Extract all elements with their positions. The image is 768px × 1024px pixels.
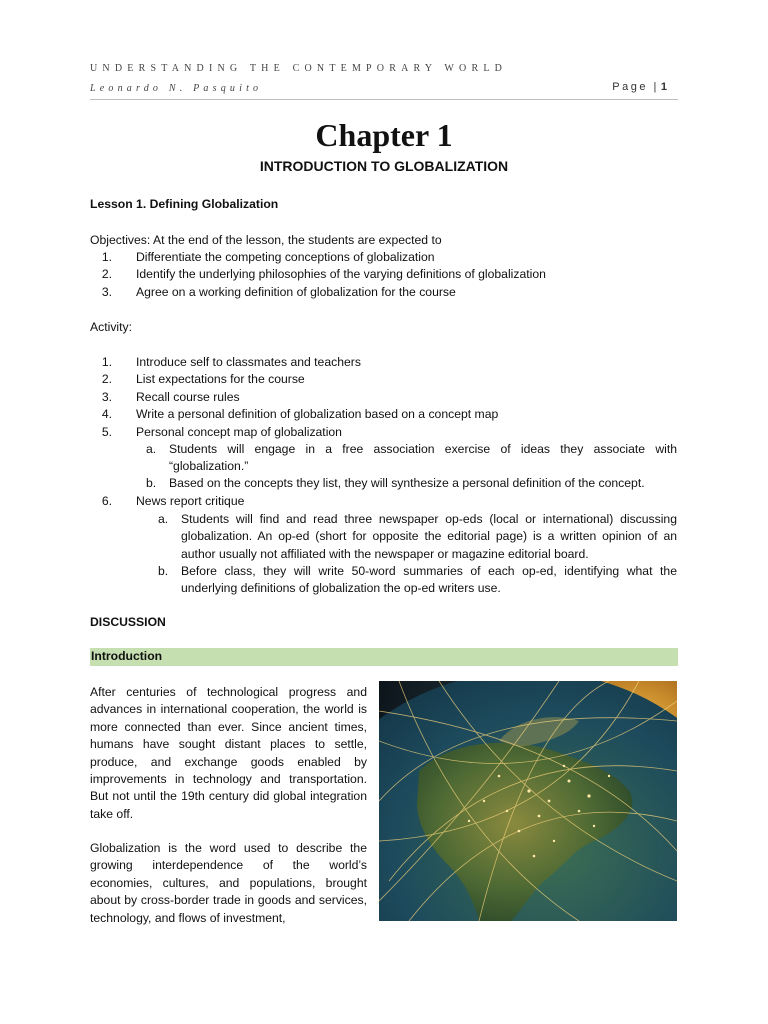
list-item: 3. Recall course rules <box>101 389 240 404</box>
list-item: Before class, they will write 50-word summaries of each op-ed, identifying what the underlying definitions of globalization the op-ed writers use. <box>181 564 677 596</box>
list-number: 6. <box>101 494 112 508</box>
sub-letter-b: b. <box>158 564 169 578</box>
page-number: 1 <box>660 81 667 93</box>
list-item: News report critique <box>136 494 245 508</box>
activity-label: Activity: <box>90 320 132 334</box>
list-item: 3. Agree on a working definition of globalization for the course <box>101 284 456 299</box>
list-item: 2. List expectations for the course <box>101 372 305 387</box>
list-item: 1. Introduce self to classmates and teachers <box>101 355 361 369</box>
header-course-title: UNDERSTANDING THE CONTEMPORARY WORLD <box>90 63 508 74</box>
chapter-title: Chapter 1 <box>315 117 453 153</box>
header-author: Leonardo N. Pasquito <box>90 83 263 94</box>
page-label: Page | <box>612 81 659 93</box>
header-rule <box>90 99 678 100</box>
sub-letter-a: a. <box>146 442 157 456</box>
objectives-intro: Objectives: At the end of the lesson, the students are expected to <box>90 233 442 247</box>
paragraph-1: After centuries of technological progress and advances in international cooperation, the world is more connected than ever. Since ancient times, humans have sought distant places to settle, produce, and exchange goods enabled by improvements in technology and transportation. But not until the 19th century did global integration take off. <box>90 685 367 821</box>
list-item: Students will engage in a free association exercise of ideas they associate with “globalization.” <box>169 442 677 474</box>
globe-network-image <box>379 681 677 921</box>
sub-letter-a: a. <box>158 512 169 526</box>
objectives-list <box>90 249 678 301</box>
header-page-indicator <box>612 81 667 93</box>
lesson-title: Lesson 1. Defining Globalization <box>90 197 279 211</box>
introduction-heading: Introduction <box>91 649 163 663</box>
introduction-band <box>90 648 678 666</box>
paragraph-2: Globalization is the word used to describe the growing interdependence of the world’s economies, cultures, and populations, brought about by cross-border trade in goods and services, technology, and flows of investment, <box>90 841 367 925</box>
list-item: Students will find and read three newspaper op-eds (local or international) discussing globalization. An op-ed (short for opposite the editorial page) is a written opinion of an author usually not affiliated with the newspaper or magazine editorial board. <box>181 512 677 561</box>
list-item: 5. Personal concept map of globalization <box>101 424 342 439</box>
discussion-heading: DISCUSSION <box>90 615 166 629</box>
chapter-subtitle: INTRODUCTION TO GLOBALIZATION <box>259 158 509 174</box>
sub-letter-b: b. <box>146 476 157 490</box>
list-item: 1. Differentiate the competing conceptions of globalization <box>101 250 435 264</box>
activity-list <box>90 354 678 441</box>
list-item: 4. Write a personal definition of globalization based on a concept map <box>101 407 499 422</box>
list-item: Based on the concepts they list, they will synthesize a personal definition of the concept. <box>169 476 645 490</box>
list-item: 2. Identify the underlying philosophies of the varying definitions of globalization <box>101 267 546 282</box>
